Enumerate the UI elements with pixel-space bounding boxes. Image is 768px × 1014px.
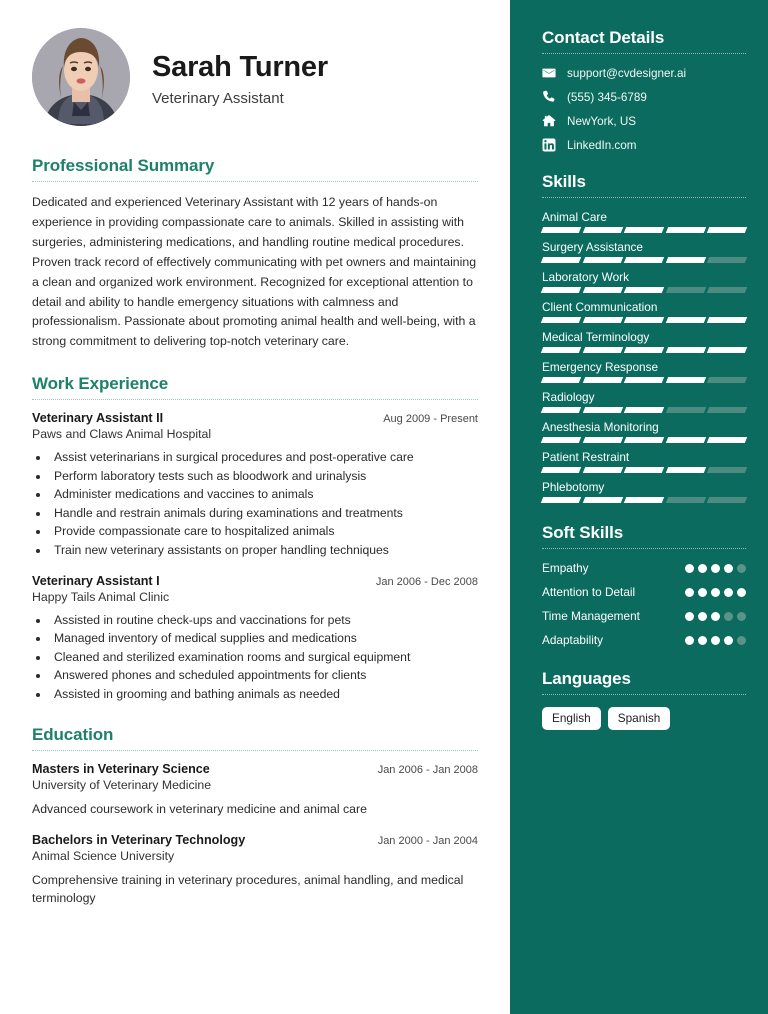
skill-segment (582, 497, 622, 503)
work-entry (32, 574, 478, 704)
section-work-experience (32, 374, 478, 703)
education-description: Comprehensive training in veterinary procedures, animal handling, and medical terminology (32, 872, 464, 906)
section-heading-languages: Languages (542, 668, 631, 688)
skill-segment (666, 437, 706, 443)
skill-level-bar (542, 287, 746, 293)
work-bullet: • Managed inventory of medical supplies and medications (50, 629, 478, 648)
soft-skill-name: Time Management (542, 608, 640, 623)
soft-skill-dot (711, 612, 720, 621)
skill-name: Radiology (542, 390, 595, 404)
skill-segment (582, 467, 622, 473)
education-entry-head (32, 833, 478, 847)
skill-level-bar (542, 467, 746, 473)
language-list (542, 707, 746, 731)
contact-value: NewYork, US (567, 114, 637, 128)
skill-level-bar (542, 497, 746, 503)
work-organization: Paws and Claws Animal Hospital (32, 427, 212, 442)
skill-segment (541, 467, 581, 473)
skill-segment (624, 257, 664, 263)
contact-item[interactable] (542, 114, 746, 128)
skill-segment (666, 257, 706, 263)
soft-skill-dot (711, 636, 720, 645)
soft-skill-dot (711, 564, 720, 573)
soft-skill-row (542, 561, 746, 577)
soft-skill-dot (724, 564, 733, 573)
soft-skill-dot (698, 612, 707, 621)
section-heading-skills: Skills (542, 172, 586, 191)
contact-value: (555) 345-6789 (567, 90, 647, 104)
skill-name: Laboratory Work (542, 270, 629, 284)
skill-segment (666, 317, 706, 323)
skill-segment (707, 377, 747, 383)
skill-segment (582, 227, 622, 233)
divider (32, 181, 478, 182)
soft-skill-rating (685, 585, 746, 597)
soft-skill-dot (711, 588, 720, 597)
soft-skill-dot (685, 588, 694, 597)
skill-name: Phlebotomy (542, 480, 605, 494)
work-date: Jan 2006 - Dec 2008 (375, 575, 478, 588)
work-date: Aug 2009 - Present (383, 413, 478, 426)
work-role: Veterinary Assistant I (32, 573, 160, 588)
skill-name: Emergency Response (542, 360, 659, 374)
skill-name: Patient Restraint (542, 450, 630, 464)
skill-segment (541, 497, 581, 503)
divider (542, 197, 746, 198)
skill-segment (541, 317, 581, 323)
skill-segment (666, 407, 706, 413)
section-languages (542, 669, 746, 731)
education-date: Jan 2000 - Jan 2004 (377, 834, 478, 847)
skill-segment (624, 287, 664, 293)
skill-segment (707, 287, 747, 293)
portrait-photo-icon (32, 28, 130, 126)
skill-segment (541, 257, 581, 263)
skill-segment (541, 437, 581, 443)
divider (32, 399, 478, 400)
education-degree: Bachelors in Veterinary Technology (32, 832, 246, 847)
skill-segment (624, 317, 664, 323)
education-entry (32, 762, 478, 818)
skill-segment (582, 317, 622, 323)
work-bullet: • Answered phones and scheduled appointments for clients (50, 666, 478, 685)
education-entry (32, 833, 478, 908)
skill-name: Animal Care (542, 210, 607, 224)
section-heading-summary: Professional Summary (32, 156, 215, 175)
envelope-icon (542, 66, 556, 80)
skill-row (542, 300, 746, 323)
skill-level-bar (542, 257, 746, 263)
soft-skill-dot (698, 588, 707, 597)
section-heading-soft-skills: Soft Skills (542, 523, 624, 542)
skill-segment (582, 407, 622, 413)
section-contact-details (542, 28, 746, 152)
skill-level-bar (542, 377, 746, 383)
section-heading-contact: Contact Details (542, 28, 665, 47)
sidebar (510, 0, 768, 1014)
skill-segment (707, 317, 747, 323)
skill-segment (582, 347, 622, 353)
work-bullet: • Train new veterinary assistants on proper handling techniques (50, 541, 478, 560)
skill-row (542, 390, 746, 413)
soft-skill-dot (737, 588, 746, 597)
soft-skill-dot (724, 636, 733, 645)
soft-skill-list (542, 561, 746, 649)
work-entry (32, 411, 478, 559)
soft-skill-dot (737, 564, 746, 573)
skill-name: Anesthesia Monitoring (542, 420, 659, 434)
skill-segment (666, 347, 706, 353)
soft-skill-dot (685, 564, 694, 573)
soft-skill-row (542, 633, 746, 649)
skill-name: Medical Terminology (542, 330, 650, 344)
skill-segment (707, 227, 747, 233)
education-entry-list (32, 762, 478, 907)
skill-segment (624, 227, 664, 233)
section-soft-skills (542, 523, 746, 649)
skill-row (542, 360, 746, 383)
skill-segment (624, 347, 664, 353)
section-education (32, 725, 478, 907)
skill-segment (541, 377, 581, 383)
skill-segment (707, 497, 747, 503)
skill-row (542, 270, 746, 293)
skill-segment (707, 437, 747, 443)
education-school: Animal Science University (32, 848, 175, 863)
skill-level-bar (542, 227, 746, 233)
soft-skill-dot (737, 636, 746, 645)
skill-segment (624, 467, 664, 473)
work-entry-head (32, 411, 478, 425)
skill-level-bar (542, 407, 746, 413)
home-icon (542, 114, 556, 128)
job-title: Veterinary Assistant (152, 89, 284, 107)
work-entry-list (32, 411, 478, 703)
skill-list (542, 210, 746, 503)
skill-row (542, 330, 746, 353)
section-heading-education: Education (32, 725, 114, 745)
divider (542, 694, 746, 695)
contact-item[interactable] (542, 90, 746, 104)
skill-segment (624, 377, 664, 383)
language-chip: Spanish (608, 707, 671, 731)
skill-segment (666, 497, 706, 503)
soft-skill-rating (685, 561, 746, 573)
work-entry-head (32, 574, 478, 588)
skill-segment (666, 377, 706, 383)
soft-skill-dot (737, 612, 746, 621)
skill-row (542, 450, 746, 473)
skill-row (542, 480, 746, 503)
contact-item[interactable] (542, 138, 746, 152)
work-role: Veterinary Assistant II (32, 411, 164, 426)
work-bullet: • Administer medications and vaccines to animals (50, 485, 478, 504)
skill-segment (666, 467, 706, 473)
skill-name: Surgery Assistance (542, 240, 643, 254)
contact-item[interactable] (542, 66, 746, 80)
skill-segment (707, 347, 747, 353)
divider (542, 548, 746, 549)
skill-segment (541, 227, 581, 233)
page-title: Sarah Turner (152, 51, 328, 84)
education-school: University of Veterinary Medicine (32, 778, 212, 793)
work-bullet-list (50, 611, 478, 704)
soft-skill-dot (685, 636, 694, 645)
skill-segment (624, 407, 664, 413)
phone-icon (542, 90, 556, 104)
skill-row (542, 210, 746, 233)
skill-segment (582, 287, 622, 293)
skill-segment (707, 257, 747, 263)
resume-header (32, 28, 478, 126)
soft-skill-rating (685, 633, 746, 645)
skill-segment (541, 287, 581, 293)
skill-segment (707, 407, 747, 413)
soft-skill-dot (685, 612, 694, 621)
soft-skill-dot (698, 564, 707, 573)
work-bullet-list (50, 448, 478, 559)
work-bullet: • Perform laboratory tests such as bloodwork and urinalysis (50, 467, 478, 486)
skill-row (542, 420, 746, 443)
skill-segment (541, 407, 581, 413)
section-skills (542, 172, 746, 503)
divider (32, 750, 478, 751)
work-bullet: • Assisted in routine check-ups and vaccinations for pets (50, 611, 478, 630)
linkedin-icon (542, 138, 556, 152)
education-degree: Masters in Veterinary Science (32, 762, 210, 777)
section-heading-work: Work Experience (32, 374, 169, 394)
skill-row (542, 240, 746, 263)
skill-segment (582, 377, 622, 383)
skill-segment (666, 227, 706, 233)
soft-skill-name: Attention to Detail (542, 584, 636, 599)
education-date: Jan 2006 - Jan 2008 (377, 764, 478, 777)
skill-segment (541, 347, 581, 353)
work-bullet: • Cleaned and sterilized examination rooms and surgical equipment (50, 648, 478, 667)
work-bullet: • Assist veterinarians in surgical procedures and post-operative care (50, 448, 478, 467)
section-professional-summary (32, 156, 478, 352)
soft-skill-name: Adaptability (542, 632, 603, 647)
soft-skill-dot (698, 636, 707, 645)
soft-skill-name: Empathy (542, 561, 589, 575)
skill-level-bar (542, 347, 746, 353)
contact-list (542, 66, 746, 152)
skill-level-bar (542, 437, 746, 443)
education-description: Advanced coursework in veterinary medicine and animal care (32, 802, 367, 817)
work-bullet: • Handle and restrain animals during examinations and treatments (50, 504, 478, 523)
summary-text: Dedicated and experienced Veterinary Assistant with 12 years of hands-on experience in providing compassionate care to animals. Skilled in assisting with surgeries, administering medications, and handling routine medical procedures. Proven track record of effectively communicating with pet owners and maintaining a clean and organized work environment. Recognized for exceptional attention to detail and ability to handle emergency situations with calmness and professionalism. Passionate about promoting animal health and well-being, with a strong commitment to delivering top-notch veterinary care. (32, 195, 477, 349)
work-bullet: • Provide compassionate care to hospitalized animals (50, 522, 478, 541)
skill-segment (624, 497, 664, 503)
soft-skill-row (542, 609, 746, 625)
divider (542, 53, 746, 54)
education-entry-head (32, 762, 478, 776)
soft-skill-rating (685, 609, 746, 621)
language-chip: English (542, 707, 601, 731)
soft-skill-dot (724, 588, 733, 597)
skill-name: Client Communication (542, 300, 658, 314)
soft-skill-dot (724, 612, 733, 621)
skill-level-bar (542, 317, 746, 323)
skill-segment (707, 467, 747, 473)
skill-segment (666, 287, 706, 293)
work-bullet: • Assisted in grooming and bathing animals as needed (50, 685, 478, 704)
skill-segment (624, 437, 664, 443)
skill-segment (582, 437, 622, 443)
contact-value: LinkedIn.com (567, 138, 637, 152)
identity-block (152, 47, 328, 106)
skill-segment (582, 257, 622, 263)
work-organization: Happy Tails Animal Clinic (32, 589, 170, 604)
contact-value: support@cvdesigner.ai (567, 66, 687, 80)
avatar (32, 28, 130, 126)
soft-skill-row (542, 585, 746, 601)
